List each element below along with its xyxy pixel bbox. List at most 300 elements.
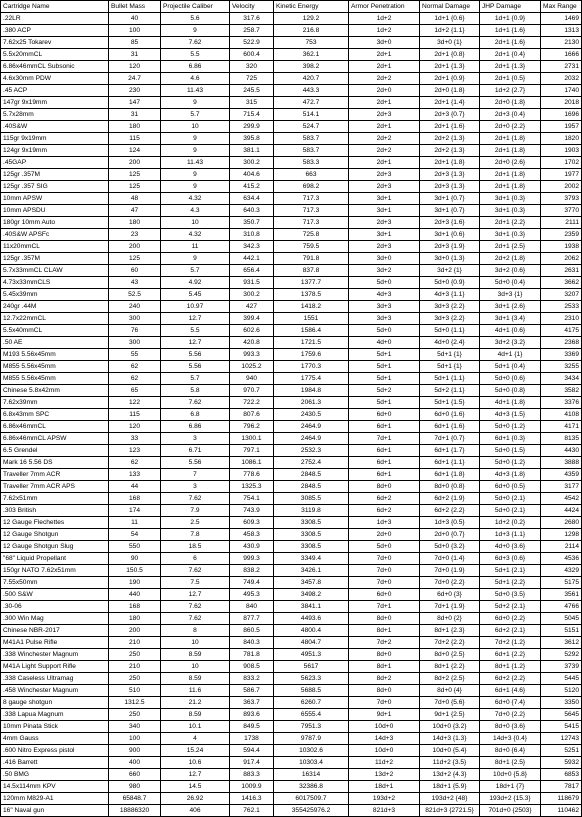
- col-cartridge-name-cell: "68" Liquid Propellant: [1, 553, 109, 565]
- col-cartridge-name-cell: .380 ACP: [1, 25, 109, 37]
- col-jhp-damage-cell: 6d+1 {4.6}: [480, 685, 541, 697]
- table-row: [1, 577, 582, 589]
- col-bullet-mass-cell: 210: [109, 637, 161, 649]
- col-normal-damage-cell: 7d+2 {2.2}: [420, 637, 480, 649]
- col-cartridge-name-cell: .338 Caseless Ultramag: [1, 673, 109, 685]
- col-cartridge-name-cell: Traveller 7mm ACR APS: [1, 481, 109, 493]
- table-row: [1, 589, 582, 601]
- col-projectile-caliber-cell: 5.45: [161, 289, 230, 301]
- col-velocity-cell: 993.3: [230, 349, 274, 361]
- col-max-range-cell: 3612: [541, 637, 582, 649]
- table-row: [1, 301, 582, 313]
- col-velocity-cell: 970.7: [230, 385, 274, 397]
- col-max-range-cell: 4424: [541, 505, 582, 517]
- col-max-range-cell: 5251: [541, 745, 582, 757]
- table-row: [1, 697, 582, 709]
- col-cartridge-name-cell: 10mm APSW: [1, 193, 109, 205]
- col-jhp-damage-cell: 2d+1 {1.8}: [480, 181, 541, 193]
- col-cartridge-name-cell: Mark 16 5.56 DS: [1, 457, 109, 469]
- col-cartridge-name-cell: .303 British: [1, 505, 109, 517]
- col-kinetic-energy-cell: 759.5: [274, 241, 349, 253]
- table-row: [1, 97, 582, 109]
- col-kinetic-energy-cell: 753: [274, 37, 349, 49]
- col-normal-damage-cell: 7d+0 {1.4}: [420, 553, 480, 565]
- col-kinetic-energy-cell: 717.3: [274, 205, 349, 217]
- col-kinetic-energy-cell: 355425976.2: [274, 805, 349, 817]
- col-normal-damage-cell: 5d+2 {1.1}: [420, 385, 480, 397]
- col-max-range-cell: 3582: [541, 385, 582, 397]
- col-bullet-mass-cell: 47: [109, 205, 161, 217]
- col-normal-damage-cell: 821d+3 {2721.5}: [420, 805, 480, 817]
- table-row: [1, 793, 582, 805]
- col-jhp-damage-cell: 8d+1 {1.2}: [480, 661, 541, 673]
- col-armor-penetration-cell: 2d+3: [349, 217, 420, 229]
- table-body: [1, 13, 582, 817]
- col-armor-penetration-cell: 7d+0: [349, 553, 420, 565]
- col-cartridge-name-cell: .50 AE: [1, 337, 109, 349]
- col-cartridge-name-cell: 5.7x28mm: [1, 109, 109, 121]
- col-normal-damage-cell: 5d+0 {1.1}: [420, 325, 480, 337]
- col-armor-penetration-cell: 5d+2: [349, 385, 420, 397]
- col-normal-damage-cell: 3d+0 {1}: [420, 37, 480, 49]
- col-projectile-caliber-cell: 12.7: [161, 769, 230, 781]
- col-max-range-cell: 5151: [541, 625, 582, 637]
- col-normal-damage-cell: 9d+1 {2.5}: [420, 709, 480, 721]
- col-cartridge-name-cell: 6.86x46mmCL: [1, 421, 109, 433]
- table-row: [1, 805, 582, 817]
- table-row: [1, 169, 582, 181]
- col-kinetic-energy-cell: 420.7: [274, 73, 349, 85]
- col-jhp-damage-cell: 701d+0 {2503}: [480, 805, 541, 817]
- col-bullet-mass-cell: 124: [109, 145, 161, 157]
- col-jhp-damage-cell: 6d+0 {0.5}: [480, 481, 541, 493]
- col-projectile-caliber-cell: 10.97: [161, 301, 230, 313]
- col-velocity-cell: 430.9: [230, 541, 274, 553]
- col-max-range-cell: 2032: [541, 73, 582, 85]
- col-projectile-caliber-cell: 11.43: [161, 157, 230, 169]
- col-kinetic-energy-cell: 2464.9: [274, 433, 349, 445]
- table-row: [1, 421, 582, 433]
- table-row: [1, 325, 582, 337]
- col-normal-damage-cell: 5d+0 {3.2}: [420, 541, 480, 553]
- col-kinetic-energy-cell: 3085.5: [274, 493, 349, 505]
- col-bullet-mass-cell: 660: [109, 769, 161, 781]
- col-kinetic-energy-cell: 3119.8: [274, 505, 349, 517]
- col-cartridge-name-cell: .458 Winchester Magnum: [1, 685, 109, 697]
- col-kinetic-energy-cell: 2848.5: [274, 481, 349, 493]
- col-velocity-cell: 1300.1: [230, 433, 274, 445]
- col-armor-penetration-cell: 6d+2: [349, 505, 420, 517]
- col-cartridge-name-cell: 180gr 10mm Auto: [1, 217, 109, 229]
- col-velocity-cell: 883.3: [230, 769, 274, 781]
- col-normal-damage-cell: 6d+1 {1.7}: [420, 445, 480, 457]
- col-armor-penetration-cell: 2d+1: [349, 97, 420, 109]
- col-velocity-cell: 860.5: [230, 625, 274, 637]
- col-jhp-damage-cell: 6d+3 {0.6}: [480, 553, 541, 565]
- col-velocity-cell: 931.5: [230, 277, 274, 289]
- col-kinetic-energy-cell: 3308.5: [274, 541, 349, 553]
- table-row: [1, 229, 582, 241]
- col-armor-penetration-cell: 6d+1: [349, 457, 420, 469]
- col-jhp-damage-cell: 6d+2 {2.1}: [480, 625, 541, 637]
- table-row: [1, 709, 582, 721]
- col-armor-penetration-cell: 5d+1: [349, 373, 420, 385]
- col-velocity-cell: 299.9: [230, 121, 274, 133]
- col-velocity-cell: 725: [230, 73, 274, 85]
- col-bullet-mass-cell: 52.5: [109, 289, 161, 301]
- col-jhp-damage-cell: 4d+3 {1.8}: [480, 469, 541, 481]
- col-velocity-cell: 781.8: [230, 649, 274, 661]
- col-kinetic-energy-cell: 6017509.7: [274, 793, 349, 805]
- col-projectile-caliber-cell: 6.8: [161, 409, 230, 421]
- col-bullet-mass-cell: 550: [109, 541, 161, 553]
- col-bullet-mass-cell: 43: [109, 277, 161, 289]
- col-jhp-damage-cell: 4d+3 {1.5}: [480, 409, 541, 421]
- col-max-range-cell: 4766: [541, 601, 582, 613]
- col-normal-damage-cell: 3d+3 {2.2}: [420, 301, 480, 313]
- col-cartridge-name-cell: .30-06: [1, 601, 109, 613]
- col-jhp-damage-cell: 5d+0 {1.2}: [480, 457, 541, 469]
- col-armor-penetration-cell: 2d+0: [349, 529, 420, 541]
- col-kinetic-energy-cell: 1984.8: [274, 385, 349, 397]
- col-max-range-cell: 3376: [541, 397, 582, 409]
- col-normal-damage-cell: 8d+0 {2}: [420, 613, 480, 625]
- col-projectile-caliber-cell: 7.8: [161, 529, 230, 541]
- col-cartridge-name-cell: 125gr .357 SIG: [1, 181, 109, 193]
- col-normal-damage-cell: 8d+1 {2.2}: [420, 661, 480, 673]
- col-kinetic-energy-cell: 6260.7: [274, 697, 349, 709]
- table-row: [1, 433, 582, 445]
- col-bullet-mass-cell: 76: [109, 325, 161, 337]
- col-velocity-cell: 1025.2: [230, 361, 274, 373]
- col-max-range-cell: 1666: [541, 49, 582, 61]
- col-velocity-cell: 363.7: [230, 697, 274, 709]
- col-bullet-mass-cell: 230: [109, 85, 161, 97]
- col-bullet-mass-cell: 400: [109, 757, 161, 769]
- col-velocity-cell: 778.6: [230, 469, 274, 481]
- col-bullet-mass-cell: 240: [109, 301, 161, 313]
- col-max-range-cell: 2631: [541, 265, 582, 277]
- col-max-range-cell: 1977: [541, 169, 582, 181]
- col-max-range-cell: 2018: [541, 97, 582, 109]
- col-bullet-mass-cell: 510: [109, 685, 161, 697]
- col-jhp-damage-cell: 4d+0 {3.6}: [480, 541, 541, 553]
- col-velocity-cell: 656.4: [230, 265, 274, 277]
- col-velocity-cell: 1009.9: [230, 781, 274, 793]
- col-max-range-cell: 1820: [541, 133, 582, 145]
- col-projectile-caliber-cell: 5.56: [161, 349, 230, 361]
- col-cartridge-name-header: Cartridge Name: [1, 1, 109, 13]
- col-cartridge-name-cell: Chinese 5.8x42mm: [1, 385, 109, 397]
- col-projectile-caliber-cell: 18.5: [161, 541, 230, 553]
- col-normal-damage-cell: 7d+1 {0.7}: [420, 433, 480, 445]
- col-cartridge-name-cell: .50 BMG: [1, 769, 109, 781]
- col-normal-damage-cell: 2d+3 {1.3}: [420, 181, 480, 193]
- col-bullet-mass-cell: 133: [109, 469, 161, 481]
- col-armor-penetration-cell: 3d+1: [349, 205, 420, 217]
- col-jhp-damage-cell: 2d+1 {2.5}: [480, 241, 541, 253]
- table-row: [1, 481, 582, 493]
- col-max-range-cell: 3369: [541, 349, 582, 361]
- col-jhp-damage-cell: 3d+3 {1}: [480, 289, 541, 301]
- col-projectile-caliber-cell: 2.5: [161, 517, 230, 529]
- col-cartridge-name-cell: Chinese NBR-2017: [1, 625, 109, 637]
- col-cartridge-name-cell: 10mm Pinata Stick: [1, 721, 109, 733]
- table-row: [1, 61, 582, 73]
- col-kinetic-energy-cell: 443.3: [274, 85, 349, 97]
- col-projectile-caliber-cell: 10: [161, 121, 230, 133]
- col-cartridge-name-cell: .600 Nitro Express pistol: [1, 745, 109, 757]
- col-normal-damage-cell: 8d+0 {4}: [420, 685, 480, 697]
- col-armor-penetration-cell: 2d+1: [349, 121, 420, 133]
- col-velocity-cell: 300.2: [230, 157, 274, 169]
- table-row: [1, 553, 582, 565]
- col-bullet-mass-cell: 125: [109, 169, 161, 181]
- col-bullet-mass-cell: 300: [109, 313, 161, 325]
- col-jhp-damage-cell: 10d+0 {5.8}: [480, 769, 541, 781]
- col-armor-penetration-cell: 5d+0: [349, 277, 420, 289]
- col-cartridge-name-cell: 11x20mmCL: [1, 241, 109, 253]
- col-armor-penetration-cell: 8d+0: [349, 613, 420, 625]
- col-jhp-damage-cell: 1d+1 {0.9}: [480, 13, 541, 25]
- col-projectile-caliber-cell: 11: [161, 241, 230, 253]
- col-jhp-damage-cell: 2d+1 {1.8}: [480, 133, 541, 145]
- col-bullet-mass-cell: 31: [109, 109, 161, 121]
- col-armor-penetration-cell: 5d+0: [349, 325, 420, 337]
- col-bullet-mass-cell: 210: [109, 661, 161, 673]
- col-armor-penetration-cell: 2d+1: [349, 157, 420, 169]
- col-normal-damage-cell: 4d+0 {2.4}: [420, 337, 480, 349]
- col-jhp-damage-cell: 2d+1 {0.5}: [480, 73, 541, 85]
- col-projectile-caliber-cell: 9: [161, 169, 230, 181]
- col-projectile-caliber-cell: 9: [161, 97, 230, 109]
- col-bullet-mass-cell: 24.7: [109, 73, 161, 85]
- col-cartridge-name-cell: M41A Light Support Rifle: [1, 661, 109, 673]
- col-projectile-caliber-cell: 5.56: [161, 361, 230, 373]
- col-kinetic-energy-cell: 4800.4: [274, 625, 349, 637]
- col-cartridge-name-cell: M193 5.56x45mm: [1, 349, 109, 361]
- col-velocity-cell: 796.2: [230, 421, 274, 433]
- col-jhp-damage-cell: 14d+3 {0.4}: [480, 733, 541, 745]
- col-velocity-cell: 1738: [230, 733, 274, 745]
- col-jhp-damage-cell: 6d+1 {2.2}: [480, 649, 541, 661]
- col-bullet-mass-cell: 54: [109, 529, 161, 541]
- col-armor-penetration-cell: 18d+1: [349, 781, 420, 793]
- col-max-range-cell: 5445: [541, 673, 582, 685]
- col-bullet-mass-cell: 180: [109, 613, 161, 625]
- table-row: [1, 517, 582, 529]
- col-jhp-damage-cell: 2d+0 {2.2}: [480, 121, 541, 133]
- col-projectile-caliber-cell: 12.7: [161, 589, 230, 601]
- col-normal-damage-cell: 1d+1 {0.6}: [420, 13, 480, 25]
- col-velocity-cell: 458.3: [230, 529, 274, 541]
- table-row: [1, 493, 582, 505]
- col-jhp-damage-cell: 18d+1 {7}: [480, 781, 541, 793]
- table-row: [1, 397, 582, 409]
- col-projectile-caliber-cell: 4.6: [161, 73, 230, 85]
- col-max-range-cell: 5045: [541, 613, 582, 625]
- col-jhp-damage-cell: 5d+2 {2.1}: [480, 601, 541, 613]
- col-bullet-mass-cell: 180: [109, 217, 161, 229]
- col-cartridge-name-cell: 12 Gauge Shotgun Slug: [1, 541, 109, 553]
- col-cartridge-name-cell: Traveller 7mm ACR: [1, 469, 109, 481]
- col-jhp-damage-cell: 7d+2 {1.2}: [480, 637, 541, 649]
- col-jhp-damage-cell: 4d+1 {1}: [480, 349, 541, 361]
- col-cartridge-name-cell: 4.73x33mmCLS: [1, 277, 109, 289]
- col-max-range-cell: 5645: [541, 709, 582, 721]
- col-bullet-mass-cell: 200: [109, 625, 161, 637]
- col-kinetic-energy-cell: 398.2: [274, 61, 349, 73]
- col-projectile-caliber-cell: 10: [161, 661, 230, 673]
- col-armor-penetration-cell: 2d+2: [349, 73, 420, 85]
- col-armor-penetration-cell: 6d+1: [349, 445, 420, 457]
- col-cartridge-name-cell: 125gr .357M: [1, 253, 109, 265]
- col-kinetic-energy-header: Kinetic Energy: [274, 1, 349, 13]
- col-jhp-damage-cell: 3d+1 {0.3}: [480, 205, 541, 217]
- col-jhp-damage-cell: 5d+0 {3.5}: [480, 589, 541, 601]
- col-kinetic-energy-cell: 583.3: [274, 157, 349, 169]
- col-jhp-damage-cell: 2d+0 {1.8}: [480, 97, 541, 109]
- col-max-range-cell: 110462: [541, 805, 582, 817]
- col-max-range-cell: 1957: [541, 121, 582, 133]
- col-bullet-mass-cell: 55: [109, 349, 161, 361]
- col-kinetic-energy-cell: 1721.5: [274, 337, 349, 349]
- col-bullet-mass-cell: 33: [109, 433, 161, 445]
- table-row: [1, 733, 582, 745]
- col-normal-damage-cell: 7d+1 {1.9}: [420, 601, 480, 613]
- col-normal-damage-cell: 6d+1 {1.6}: [420, 421, 480, 433]
- col-cartridge-name-cell: 4mm Gauss: [1, 733, 109, 745]
- col-armor-penetration-cell: 5d+1: [349, 349, 420, 361]
- col-normal-damage-cell: 2d+1 {0.9}: [420, 73, 480, 85]
- table-row: [1, 133, 582, 145]
- col-kinetic-energy-cell: 2848.5: [274, 469, 349, 481]
- col-kinetic-energy-cell: 2061.3: [274, 397, 349, 409]
- col-projectile-caliber-cell: 10: [161, 637, 230, 649]
- col-velocity-cell: 300.2: [230, 289, 274, 301]
- col-max-range-cell: 3888: [541, 457, 582, 469]
- col-projectile-caliber-cell: 12.7: [161, 337, 230, 349]
- col-armor-penetration-cell: 3d+3: [349, 313, 420, 325]
- col-velocity-cell: 749.4: [230, 577, 274, 589]
- col-bullet-mass-cell: 115: [109, 409, 161, 421]
- col-jhp-damage-cell: 2d+0 {2.6}: [480, 157, 541, 169]
- col-projectile-caliber-cell: 12.7: [161, 313, 230, 325]
- table-row: [1, 541, 582, 553]
- col-normal-damage-cell: 2d+3 {1.9}: [420, 241, 480, 253]
- col-max-range-cell: 5120: [541, 685, 582, 697]
- col-kinetic-energy-cell: 16314: [274, 769, 349, 781]
- table-row: [1, 361, 582, 373]
- col-normal-damage-cell: 8d+2 {2.5}: [420, 673, 480, 685]
- col-kinetic-energy-cell: 717.3: [274, 193, 349, 205]
- col-kinetic-energy-cell: 216.8: [274, 25, 349, 37]
- table-row: [1, 241, 582, 253]
- col-normal-damage-cell: 3d+1 {0.7}: [420, 193, 480, 205]
- col-kinetic-energy-cell: 1770.3: [274, 361, 349, 373]
- col-kinetic-energy-cell: 2752.4: [274, 457, 349, 469]
- col-cartridge-name-cell: 5.5x20mmCL: [1, 49, 109, 61]
- col-armor-penetration-cell: 7d+0: [349, 577, 420, 589]
- col-max-range-cell: 5292: [541, 649, 582, 661]
- table-row: [1, 769, 582, 781]
- col-bullet-mass-cell: 168: [109, 493, 161, 505]
- col-cartridge-name-cell: 150gr NATO 7.62x51mm: [1, 565, 109, 577]
- col-normal-damage-cell: 18d+1 {5.9}: [420, 781, 480, 793]
- col-cartridge-name-cell: .500 S&W: [1, 589, 109, 601]
- col-jhp-damage-header: JHP Damage: [480, 1, 541, 13]
- col-cartridge-name-cell: 5.7x33mmCL CLAW: [1, 265, 109, 277]
- col-velocity-cell: 999.3: [230, 553, 274, 565]
- col-armor-penetration-cell: 2d+3: [349, 181, 420, 193]
- col-armor-penetration-cell: 7d+0: [349, 697, 420, 709]
- col-bullet-mass-cell: 125: [109, 181, 161, 193]
- col-velocity-cell: 797.1: [230, 445, 274, 457]
- col-velocity-cell: 1086.1: [230, 457, 274, 469]
- col-max-range-cell: 2310: [541, 313, 582, 325]
- col-normal-damage-cell: 5d+1 {1}: [420, 361, 480, 373]
- col-max-range-cell: 3434: [541, 373, 582, 385]
- col-max-range-cell: 1740: [541, 85, 582, 97]
- col-armor-penetration-cell: 3d+1: [349, 229, 420, 241]
- table-row: [1, 85, 582, 97]
- col-bullet-mass-cell: 100: [109, 25, 161, 37]
- col-normal-damage-cell: 8d+0 {0.8}: [420, 481, 480, 493]
- col-kinetic-energy-cell: 4804.7: [274, 637, 349, 649]
- col-projectile-caliber-cell: 8.59: [161, 649, 230, 661]
- col-normal-damage-cell: 1d+3 {0.5}: [420, 517, 480, 529]
- col-cartridge-name-cell: 16" Naval gun: [1, 805, 109, 817]
- table-row: [1, 637, 582, 649]
- col-jhp-damage-cell: 2d+1 {1.6}: [480, 37, 541, 49]
- col-max-range-cell: 4108: [541, 409, 582, 421]
- col-kinetic-energy-cell: 2532.3: [274, 445, 349, 457]
- col-kinetic-energy-cell: 362.1: [274, 49, 349, 61]
- col-projectile-caliber-cell: 5.56: [161, 457, 230, 469]
- col-jhp-damage-cell: 2d+1 {2.2}: [480, 217, 541, 229]
- col-normal-damage-cell: 2d+1 {1.6}: [420, 121, 480, 133]
- col-kinetic-energy-cell: 5623.3: [274, 673, 349, 685]
- table-row: [1, 373, 582, 385]
- col-normal-damage-cell: 2d+3 {1.6}: [420, 217, 480, 229]
- table-row: [1, 601, 582, 613]
- col-jhp-damage-cell: 5d+1 {2.2}: [480, 577, 541, 589]
- col-velocity-cell: 427: [230, 301, 274, 313]
- col-projectile-caliber-cell: 7.62: [161, 37, 230, 49]
- col-bullet-mass-cell: 200: [109, 157, 161, 169]
- col-armor-penetration-cell: 193d+2: [349, 793, 420, 805]
- col-cartridge-name-cell: 125gr .357M: [1, 169, 109, 181]
- col-bullet-mass-cell: 1312.5: [109, 697, 161, 709]
- col-normal-damage-cell: 6d+2 {1.9}: [420, 493, 480, 505]
- table-row: [1, 565, 582, 577]
- col-armor-penetration-cell: 2d+0: [349, 85, 420, 97]
- col-bullet-mass-cell: 147: [109, 97, 161, 109]
- col-armor-penetration-cell: 3d+0: [349, 37, 420, 49]
- col-velocity-cell: 258.7: [230, 25, 274, 37]
- table-row: [1, 721, 582, 733]
- col-max-range-cell: 12743: [541, 733, 582, 745]
- col-armor-penetration-cell: 11d+2: [349, 757, 420, 769]
- col-projectile-caliber-cell: 9: [161, 181, 230, 193]
- col-bullet-mass-cell: 123: [109, 445, 161, 457]
- col-max-range-cell: 118679: [541, 793, 582, 805]
- col-max-range-cell: 3255: [541, 361, 582, 373]
- col-cartridge-name-cell: M41A1 Pulse Rifle: [1, 637, 109, 649]
- col-projectile-caliber-cell: 15.24: [161, 745, 230, 757]
- table-row: [1, 145, 582, 157]
- col-normal-damage-cell: 2d+2 {1.3}: [420, 133, 480, 145]
